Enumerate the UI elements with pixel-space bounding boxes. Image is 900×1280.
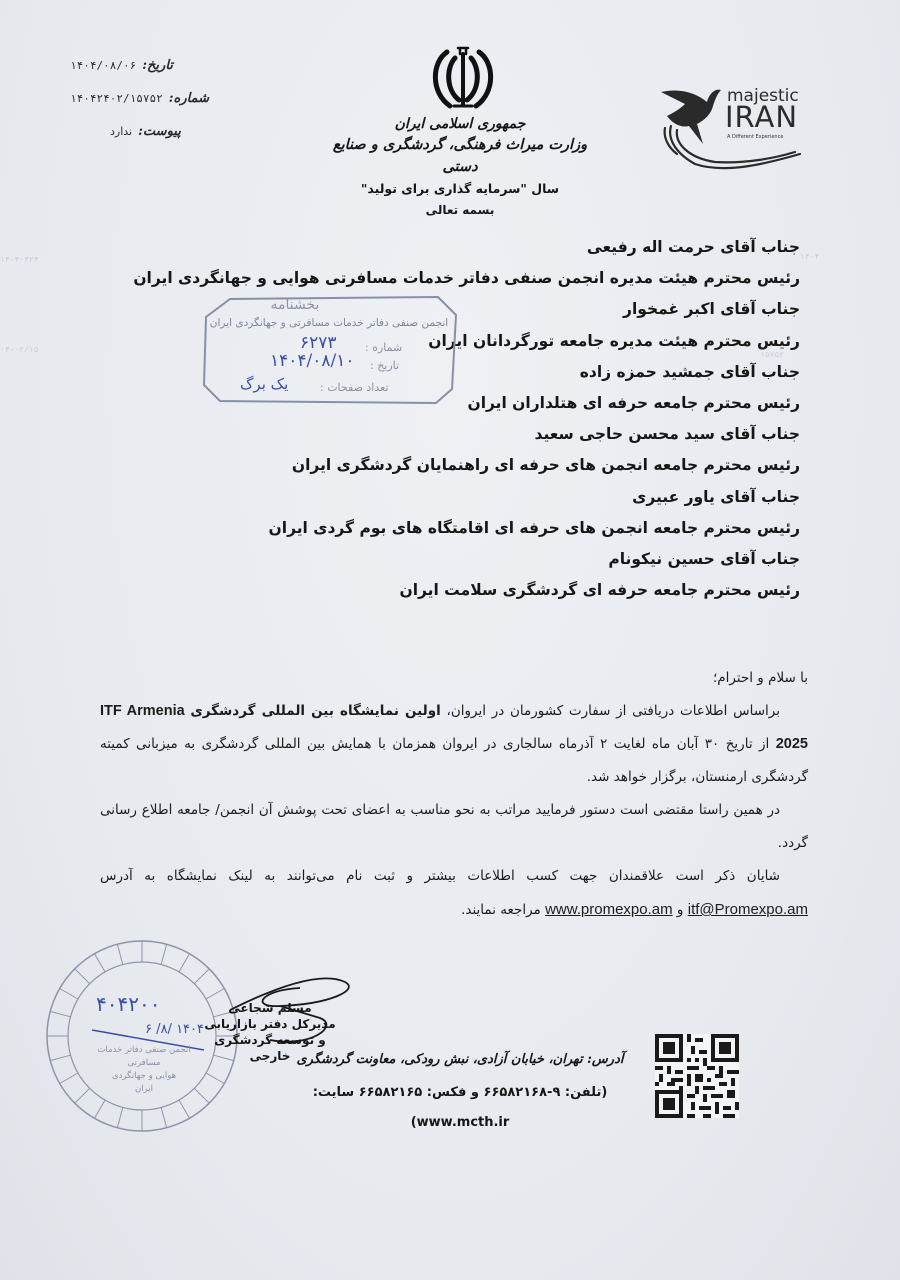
recipient-name: جناب آقای یاور عبیری bbox=[632, 487, 800, 506]
majestic-iran-logo bbox=[655, 78, 805, 178]
event-heading: اولین نمایشگاه بین المللی گردشگری bbox=[190, 703, 441, 719]
recipient-title: رئیس محترم جامعه حرفه ای هتلداران ایران bbox=[467, 394, 800, 413]
recipient-name: جناب آقای سید محسن حاجی سعید bbox=[534, 425, 800, 444]
recipient-name: جناب آقای اکبر غمخوار bbox=[623, 300, 800, 319]
paragraph-announcement bbox=[100, 695, 808, 794]
number-value: ۱۴۰۴۲۴۰۲/۱۵۷۵۲ bbox=[70, 92, 163, 105]
stamp-number-value: ۶۲۷۳ bbox=[300, 333, 337, 353]
recipient-title: رئیس محترم هیئت مدیره جامعه تورگردانان ایران bbox=[428, 331, 800, 350]
ministry-address: آدرس: تهران، خیابان آزادی، نبش رودکی، معاونت گردشگری bbox=[296, 1052, 624, 1067]
letter-meta bbox=[70, 58, 250, 157]
logo-word-iran: IRAN bbox=[725, 100, 799, 134]
invocation: بسمه تعالی bbox=[425, 203, 495, 217]
letter-body bbox=[100, 662, 808, 927]
recipient-name: جناب آقای حرمت اله رفیعی bbox=[586, 238, 800, 256]
stamp-org-line: ایران bbox=[134, 1084, 154, 1094]
received-circular-stamp bbox=[200, 293, 460, 405]
bleed-through-mark: ۰۴-۰۲/۱۵ bbox=[0, 345, 39, 354]
bleed-through-mark: ۱۵۷۵۲ bbox=[760, 350, 785, 359]
stamp-pages-label: تعداد صفحات : bbox=[320, 381, 389, 394]
iran-emblem-icon bbox=[426, 40, 500, 116]
greeting: با سلام و احترام؛ bbox=[712, 670, 808, 686]
stamp-registry-number: ۴۰۴۲۰۰ bbox=[96, 992, 161, 1016]
paragraph-text: شایان ذکر است علاقمندان جهت کسب اطلاعات بیشتر و ثبت نام می‌توانند به لینک نمایشگاه به آدرس bbox=[100, 868, 780, 884]
paragraph-text: براساس اطلاعات دریافتی از سفارت کشورمان در ایروان، bbox=[440, 703, 780, 719]
stamp-org-line: انجمن صنفی دفاتر خدمات مسافرتی bbox=[97, 1045, 191, 1068]
paragraph-text: مراجعه نمایند. bbox=[461, 902, 546, 918]
letter-footer bbox=[285, 1048, 635, 1138]
logo-word-majestic: majestic bbox=[727, 86, 799, 106]
number-label: شماره: bbox=[168, 91, 209, 106]
date-label: تاریخ: bbox=[142, 58, 173, 73]
date-row bbox=[70, 58, 250, 91]
date-value: ۱۴۰۴/۰۸/۰۶ bbox=[70, 59, 137, 72]
recipient-name: جناب آقای جمشید حمزه زاده bbox=[579, 362, 800, 381]
recipients-list bbox=[133, 232, 800, 606]
conjunction: و bbox=[672, 902, 688, 918]
ministry-name: وزارت میراث فرهنگی، گردشگری و صنایع دستی bbox=[332, 136, 588, 175]
event-name: ITF Armenia 2025 bbox=[100, 703, 808, 752]
email-link[interactable]: itf@Promexpo.am bbox=[687, 901, 808, 918]
logo-tagline: A Different Experience bbox=[727, 134, 784, 140]
bleed-through-mark: ۱۴۰۴ bbox=[800, 252, 820, 261]
attachment-row bbox=[70, 124, 250, 157]
paragraph-text: از تاریخ ۳۰ آبان ماه لغایت ۲ آذرماه سالجاری در ایروان همزمان با همایش بین المللی گردشگری به میزبانی کمیته گردشگری ارمنستان، برگزار خواهد شد. bbox=[100, 736, 808, 785]
ministry-heading bbox=[330, 114, 590, 220]
number-row bbox=[70, 91, 250, 124]
signatory-title: و توسعه گردشگری خارجی bbox=[214, 1033, 326, 1063]
republic-name: جمهوری اسلامی ایران bbox=[394, 116, 526, 132]
signatory-name: مسلم شجاعی bbox=[228, 1001, 312, 1015]
stamp-pages-value: یک برگ bbox=[240, 375, 289, 393]
bleed-through-mark: ۱۴۰۴-۴۲۴ bbox=[0, 255, 39, 264]
signatory-title: مدیرکل دفتر بازاریابی bbox=[204, 1017, 336, 1031]
attachment-value: ندارد bbox=[110, 125, 133, 138]
website-link[interactable]: www.promexpo.am bbox=[545, 901, 673, 918]
stamp-number-label: شماره : bbox=[365, 341, 403, 354]
stamp-organization: انجمن صنفی دفاتر خدمات مسافرتی و جهانگردی ایران bbox=[209, 317, 449, 329]
stamp-date-value: ۱۴۰۴/۰۸/۱۰ bbox=[270, 351, 355, 371]
stamp-registry-date: ۱۴۰۴ /۸/ ۶ bbox=[145, 1022, 204, 1037]
paragraph-instruction: در همین راستا مقتضی است دستور فرمایید مراتب به نحو مناسب به اعضای تحت پوشش آن انجمن/ جامعه اطلاع رسانی گردد. bbox=[100, 802, 808, 851]
stamp-date-label: تاریخ : bbox=[370, 359, 400, 372]
recipient-title: رئیس محترم جامعه انجمن های حرفه ای راهنمایان گردشگری ایران bbox=[291, 456, 800, 475]
stamp-org-line: هوایی و جهانگردی bbox=[111, 1071, 177, 1081]
stamp-title: بخشنامه bbox=[270, 297, 320, 313]
recipient-title: رئیس محترم جامعه انجمن های حرفه ای اقامتگاه های بوم گردی ایران bbox=[268, 518, 800, 537]
qr-code[interactable] bbox=[655, 1034, 739, 1118]
ministry-contact: (تلفن: ۹-۶۶۵۸۲۱۶۸ و فکس: ۶۶۵۸۲۱۶۵ سایت: www.mcth.ir) bbox=[312, 1085, 608, 1130]
paragraph-links bbox=[100, 860, 808, 927]
attachment-label: پیوست: bbox=[138, 124, 181, 139]
stamp-registry-org bbox=[84, 1044, 204, 1096]
recipient-title: رئیس محترم جامعه حرفه ای گردشگری سلامت ایران bbox=[399, 581, 800, 600]
recipient-name: جناب آقای حسین نیکونام bbox=[608, 550, 800, 569]
year-slogan: سال "سرمایه گذاری برای تولید" bbox=[360, 181, 560, 196]
recipient-title: رئیس محترم هیئت مدیره انجمن صنفی دفاتر خدمات مسافرتی هوایی و جهانگردی ایران bbox=[133, 269, 800, 288]
